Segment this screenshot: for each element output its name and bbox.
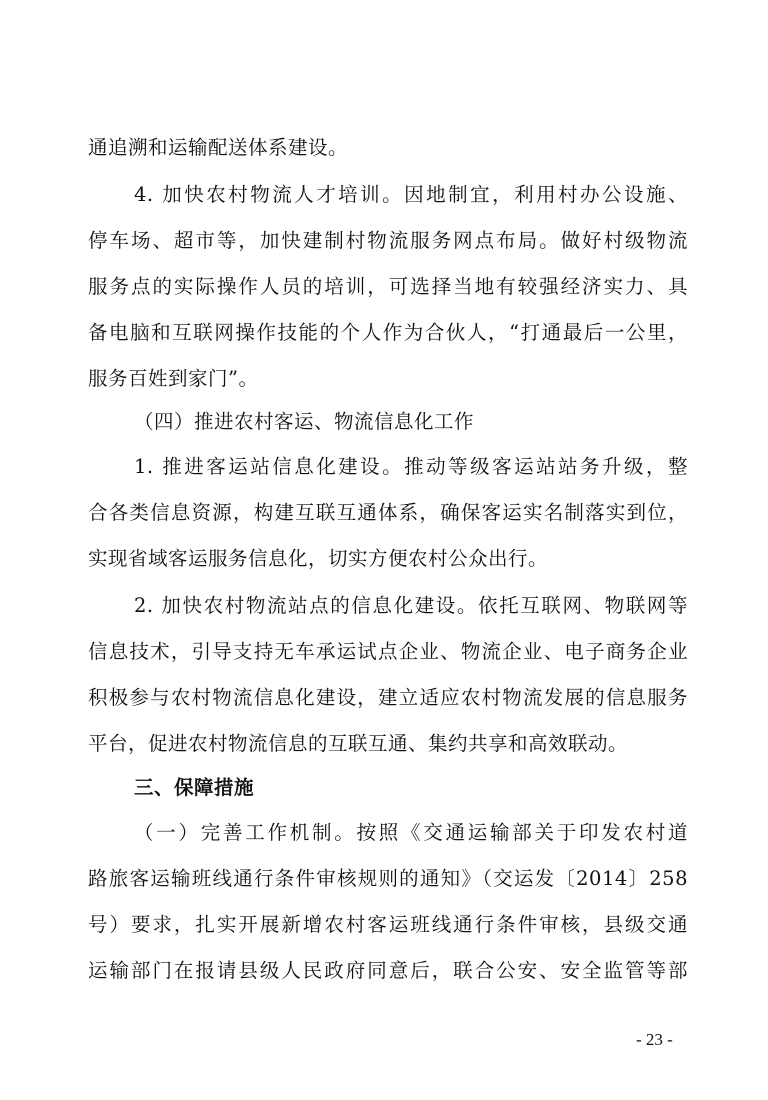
page-number: - 23 -	[636, 1030, 673, 1049]
body-text-line: 路旅客运输班线通行条件审核规则的通知》（交运发〔2014〕258	[88, 867, 688, 890]
body-text-line: 合各类信息资源，构建互联互通体系，确保客运实名制落实到位，	[88, 501, 688, 524]
section-heading: 三、保障措施	[134, 776, 255, 799]
body-text-line: 1. 推进客运站信息化建设。推动等级客运站站务升级，整	[134, 455, 688, 478]
body-text-line: 通追溯和运输配送体系建设。	[88, 136, 349, 159]
body-text-line: 2. 加快农村物流站点的信息化建设。依托互联网、物联网等	[134, 594, 688, 617]
body-text-line: 停车场、超市等，加快建制村物流服务网点布局。做好村级物流	[88, 229, 688, 252]
body-text-line: （一）完善工作机制。按照《交通运输部关于印发农村道	[134, 821, 688, 844]
body-text-line: 服务百姓到家门”。	[88, 367, 259, 390]
body-text-line: 运输部门在报请县级人民政府同意后，联合公安、安全监管等部	[88, 959, 688, 982]
body-text-line: 信息技术，引导支持无车承运试点企业、物流企业、电子商务企业	[88, 640, 688, 663]
body-text-line: 号）要求，扎实开展新增农村客运班线通行条件审核，县级交通	[88, 913, 688, 936]
body-text-line: 4. 加快农村物流人才培训。因地制宜，利用村办公设施、	[134, 183, 688, 206]
body-text-line: 平台，促进农村物流信息的互联互通、集约共享和高效联动。	[88, 732, 629, 755]
body-text-line: 实现省域客运服务信息化，切实方便农村公众出行。	[88, 547, 549, 570]
body-text-line: 积极参与农村物流信息化建设，建立适应农村物流发展的信息服务	[88, 686, 688, 709]
body-text-line: 服务点的实际操作人员的培训，可选择当地有较强经济实力、具	[88, 275, 688, 298]
body-text-line: 备电脑和互联网操作技能的个人作为合伙人，“打通最后一公里，	[88, 321, 688, 344]
section-subheading: （四）推进农村客运、物流信息化工作	[134, 410, 475, 433]
